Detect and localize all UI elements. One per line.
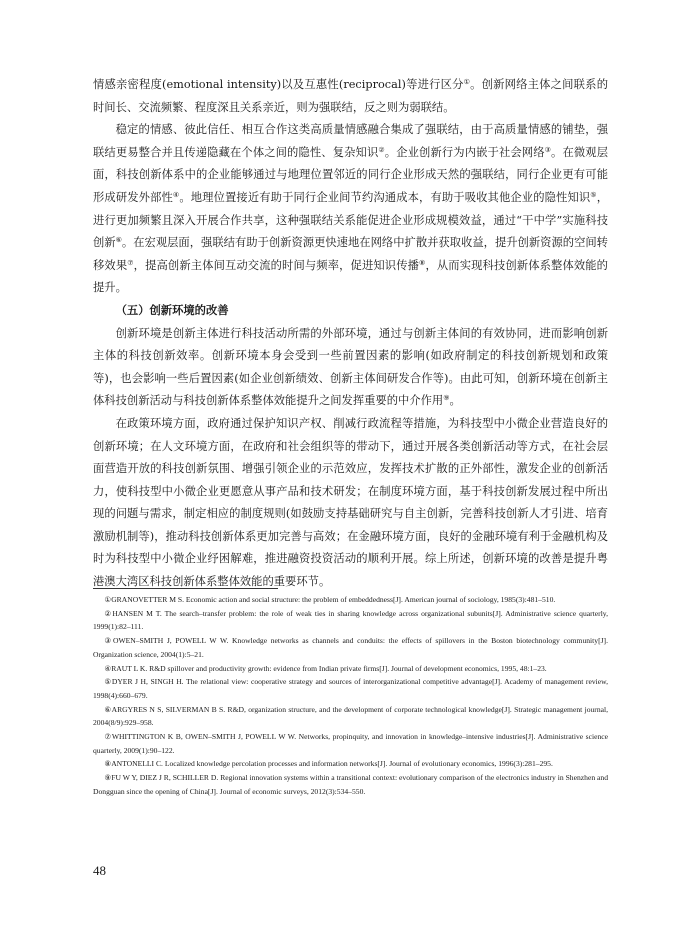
footnote-ref-3[interactable]: ③ (544, 145, 552, 154)
main-text (93, 74, 608, 594)
footnote-9: ⑨FU W Y, DIEZ J R, SCHILLER D. Regional innovation systems within a transitional context: evolutionary comparison of the electronics industry in Shenzhen and Dongguan since the opening of China[J]. Journal of economic surveys, 2012(3):534–550. (93, 773, 608, 796)
footnote-7: ⑦WHITTINGTON K B, OWEN–SMITH J, POWELL W W. Networks, propinquity, and innovation in knowledge–intensive industries[J]. Administrative science quarterly, 2009(1):90–122. (93, 732, 608, 755)
footnotes (93, 593, 608, 799)
paragraph-4: 在政策环境方面，政府通过保护知识产权、削减行政流程等措施，为科技型中小微企业营造良好的创新环境；在人文环境方面，在政府和社会组织等的带动下，通过开展各类创新活动等方式，在社会层面营造开放的科技创新氛围、增强引领企业的示范效应，发挥技术扩散的正外部性，激发企业的创新活力，使科技型中小微企业更愿意从事产品和技术研发；在制度环境方面，基于科技创新发展过程中所出现的问题与需求，制定相应的制度规则(如鼓励支持基础研究与自主创新，完善科技创新人才引进、培育激励机制等)，推动科技创新体系更加完善与高效；在金融环境方面，良好的金融环境有利于金融机构及时为科技型中小微企业纾困解难，推进融资投资活动的顺利开展。综上所述，创新环境的改善是提升粤港澳大湾区科技创新体系整体效能的重要环节。 (93, 416, 608, 589)
paragraph-3: 创新环境是创新主体进行科技活动所需的外部环境，通过与创新主体间的有效协同，进而影响创新主体的科技创新效率。创新环境本身会受到一些前置因素的影响(如政府制定的科技创新规划和政策等)，也会影响一些后置因素(如企业创新绩效、创新主体间研发合作等)。由此可知，创新环境在创新主体科技创新活动与科技创新体系整体效能提升之间发挥重要的中介作用⑨。 (93, 326, 608, 408)
footnote-1: ①GRANOVETTER M S. Economic action and social structure: the problem of embeddedness[J]. American journal of sociology, 1985(3):481–510. (104, 595, 556, 604)
paragraph-2: 稳定的情感、彼此信任、相互合作这类高质量情感融合集成了强联结，由于高质量情感的铺垫，强联结更易整合并且传递隐藏在个体之间的隐性、复杂知识②。企业创新行为内嵌于社会网络③。在微观层面，科技创新体系中的企业能够通过与地理位置邻近的同行企业形成天然的强联结，同行企业更有可能形成研发外部性④。地理位置接近有助于同行企业间节约沟通成本，有助于吸收其他企业的隐性知识⑤，进行更加频繁且深入开展合作共享，这种强联结关系能促进企业形成规模效益，通过“干中学”实施科技创新⑥。在宏观层面，强联结有助于创新资源更快速地在网络中扩散并获取收益，提升创新资源的空间转移效果⑦，提高创新主体间互动交流的时间与频率，促进知识传播⑧，从而实现科技创新体系整体效能的提升。 (93, 123, 609, 295)
footnote-ref-5[interactable]: ⑤ (590, 190, 597, 199)
footnote-ref-6[interactable]: ⑥ (115, 236, 122, 245)
footnote-ref-2[interactable]: ② (378, 145, 385, 154)
paragraph-1: 情感亲密程度(emotional intensity)以及互惠性(reciprocal)等进行区分①。创新网络主体之间联系的时间长、交流频繁、程度深且关系亲近，则为强联结，反之则为弱联结。 (93, 78, 608, 114)
footnote-ref-9[interactable]: ⑨ (443, 394, 450, 403)
footnote-ref-8[interactable]: ⑧ (419, 258, 426, 267)
footnote-ref-7[interactable]: ⑦ (127, 258, 134, 267)
page-number: 48 (93, 863, 106, 878)
footnote-ref-1[interactable]: ① (463, 78, 471, 86)
footnote-ref-4[interactable]: ④ (172, 190, 180, 199)
footnote-divider (93, 588, 278, 589)
footnote-6: ⑥ARGYRES N S, SILVERMAN B S. R&D, organization structure, and the development of corporate technological knowledge[J]. Strategic management journal, 2004(8/9):929–958. (93, 704, 608, 728)
footnote-2: ②HANSEN M T. The search–transfer problem: the role of weak ties in sharing knowledge across organizational subunits[J]. Administrative science quarterly, 1999(1):82–111. (93, 608, 608, 632)
footnote-3: ③OWEN–SMITH J, POWELL W W. Knowledge networks as channels and conduits: the effects of spillovers in the Boston biotechnology community[J]. Organization science, 2004(1):5–21. (93, 636, 608, 659)
footnote-8: ⑧ANTONELLI C. Localized knowledge percolation processes and information networks[J]. Journal of evolutionary economics, 1996(3):281–295. (104, 759, 553, 769)
section-heading: （五）创新环境的改善 (115, 303, 229, 317)
footnote-5: ⑤DYER J H, SINGH H. The relational view: cooperative strategy and sources of interorganizational competitive advantage[J]. Academy of management review, 1998(4):660–679. (93, 677, 608, 700)
footnote-4: ④RAUT L K. R&D spillover and productivity growth: evidence from Indian private firms[J]. Journal of development economics, 1995, 48:1–23. (104, 663, 547, 673)
